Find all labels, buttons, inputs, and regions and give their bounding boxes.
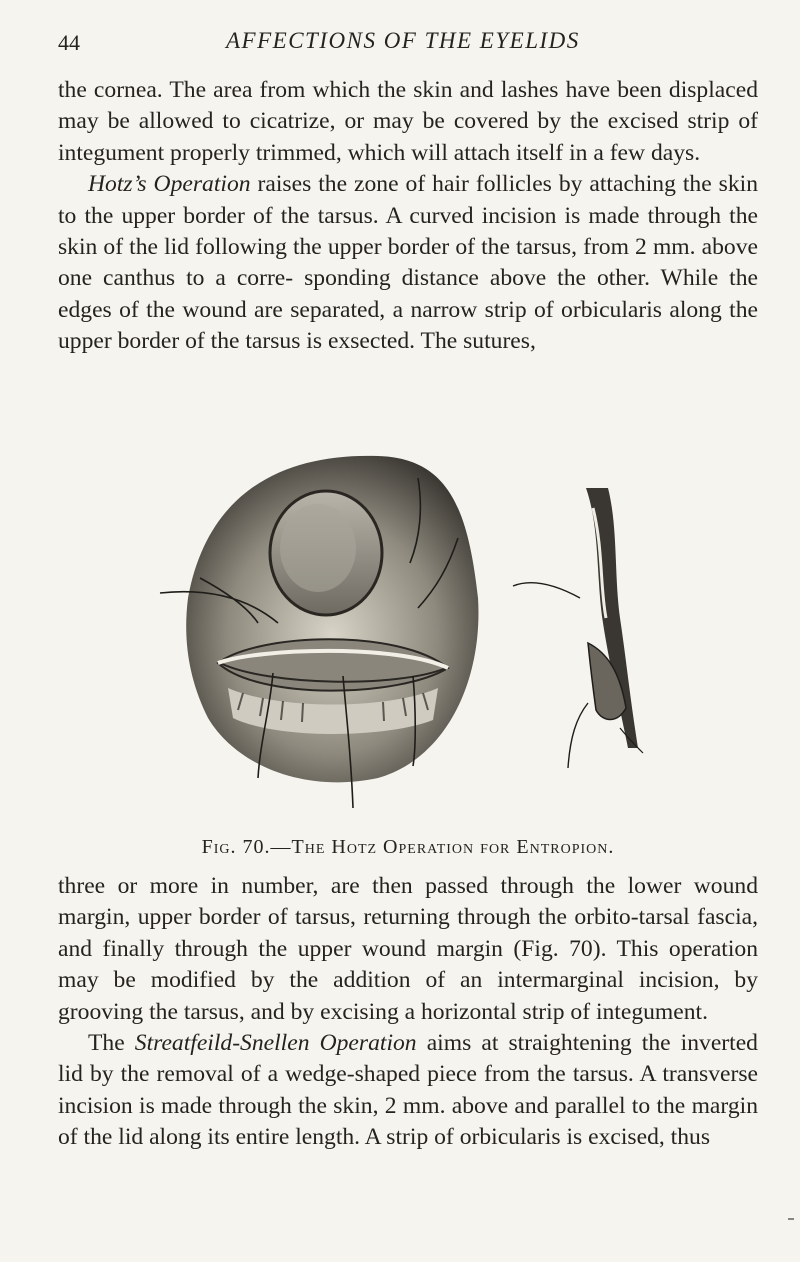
hotz-operation-illustration [148,448,688,828]
text-block-top [58,75,758,358]
page-number: 44 [58,30,80,55]
paragraph-4-intro: The [88,1030,135,1057]
paragraph-3: three or more in number, are then passed through the lower wound margin, upper border of tarsus, returning through the orbito-tarsal fascia, and finally through the upper wound margin (Fig. 70). This operation may be modified by the addition of an intermarginal incision, by grooving the tarsus, and by excising a horizontal strip of integument. [58,873,758,1025]
paragraph-4 [58,1028,758,1154]
text-block-bottom [58,871,758,1154]
paragraph-2 [58,169,758,357]
figure-caption: Fig. 70.—The Hotz Operation for Entropion. [201,836,615,858]
running-header [58,28,760,62]
running-title: AFFECTIONS OF THE EYELIDS [226,28,580,53]
paragraph-4-text: aims at straightening the inverted lid by the removal of a wedge-shaped piece from the tarsus. A transverse incision is made through the skin, 2 mm. above and parallel to the margin of the lid along its entire length. A strip of orbicularis is excised, thus [58,1030,758,1151]
lid-section-drawing [513,488,643,768]
hotz-operation-title: Hotz’s Operation [88,171,251,198]
eye-drawing [160,456,478,808]
streatfeild-snellen-operation-title: Streatfeild-Snellen Operation [134,1030,417,1057]
paragraph-1: the cornea. The area from which the skin and lashes have been displaced may be allowed to cicatrize, or may be covered by the excised strip of integument properly trimmed, which will attach itself in a few days. [58,77,758,166]
print-mark [788,1218,794,1220]
paragraph-2-text: raises the zone of hair follicles by attaching the skin to the upper border of the tarsus. A curved incision is made through the skin of the lid following the upper border of the tarsus, from 2 mm. above one canthus to a corre- sponding distance above the other. While the edges of the wound are separated, a narrow strip of orbicularis along the upper border of the tarsus is exsected. The sutures, [58,171,758,355]
